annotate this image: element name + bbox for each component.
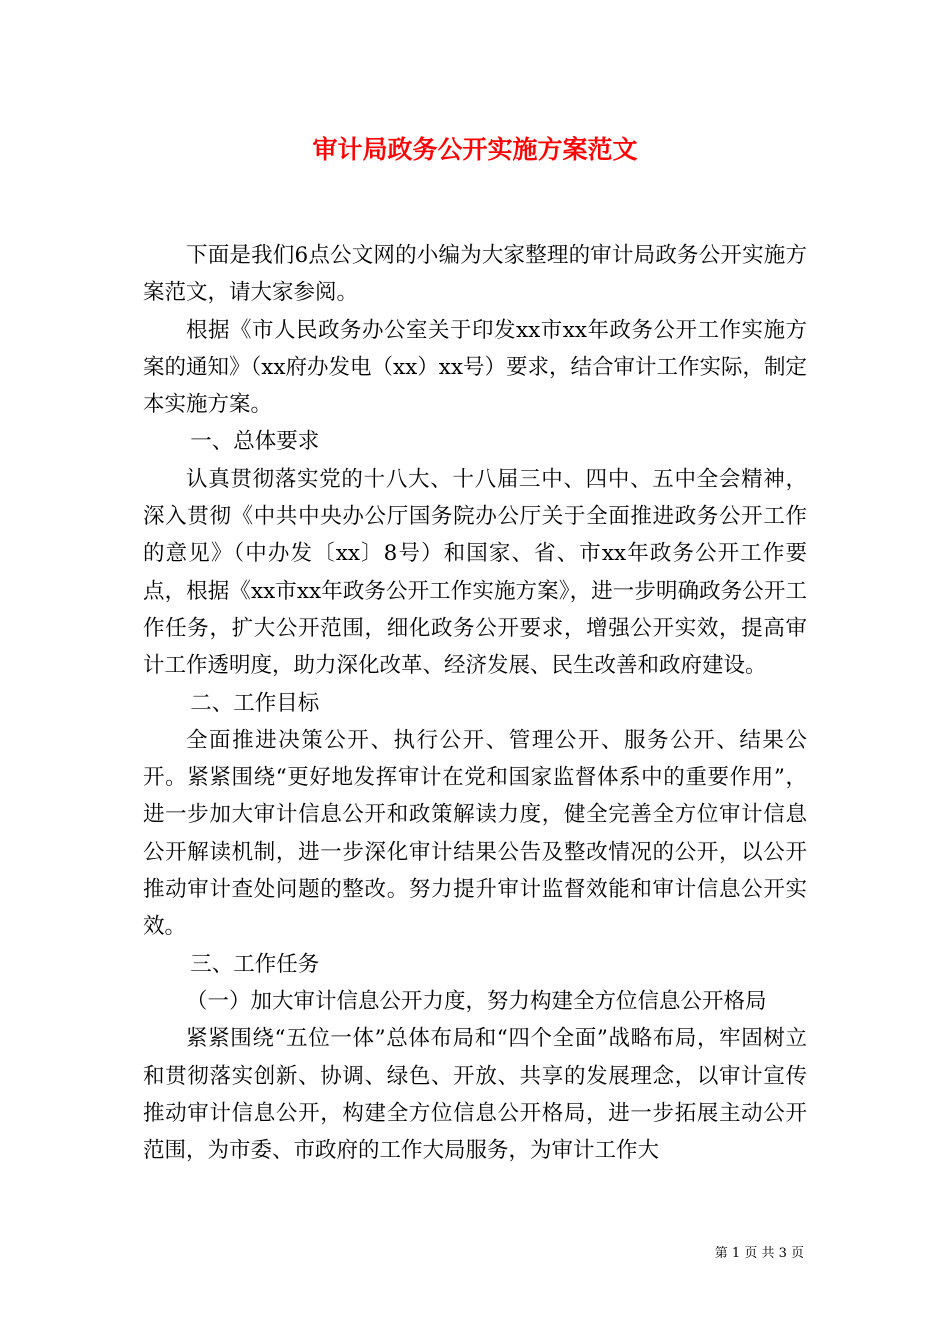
page-number: 第 1 页 共 3 页 (714, 1246, 804, 1261)
document-body (143, 237, 807, 1169)
section-heading-work-goals: 二、工作目标 (190, 690, 320, 716)
subsection-heading-1: （一）加大审计信息公开力度，努力构建全方位信息公开格局 (186, 988, 767, 1014)
basis-paragraph: 根据《市人民政务办公室关于印发xx市xx年政务公开工作实施方案的通知》（xx府办发电（xx）xx号）要求，结合审计工作实际，制定本实施方案。 (143, 317, 808, 418)
work-tasks-paragraph: 紧紧围绕“五位一体”总体布局和“四个全面”战略布局，牢固树立和贯彻落实创新、协调、绿色、开放、共享的发展理念，以审计宣传推动审计信息公开，构建全方位信息公开格局，进一步拓展主动公开范围，为市委、市政府的工作大局服务，为审计工作大 (143, 1026, 807, 1164)
section-heading-general-requirements: 一、总体要求 (190, 429, 320, 455)
section-heading-work-tasks: 三、工作任务 (190, 951, 320, 977)
work-goals-paragraph: 全面推进决策公开、执行公开、管理公开、服务公开、结果公开。紧紧围绕“更好地发挥审计在党和国家监督体系中的重要作用”，进一步加大审计信息公开和政策解读力度，健全完善全方位审计信息公开解读机制，进一步深化审计结果公告及整改情况的公开，以公开推动审计查处问题的整改。努力提升审计监督效能和审计信息公开实效。 (143, 727, 807, 940)
intro-paragraph: 下面是我们6点公文网的小编为大家整理的审计局政务公开实施方案范文，请大家参阅。 (143, 243, 807, 306)
document-title: 审计局政务公开实施方案范文 (312, 135, 638, 164)
general-requirements-paragraph: 认真贯彻落实党的十八大、十八届三中、四中、五中全会精神，深入贯彻《中共中央办公厅国务院办公厅关于全面推进政务公开工作的意见》（中办发〔xx〕8号）和国家、省、市xx年政务公开工作要点，根据《xx市xx年政务公开工作实施方案》，进一步明确政务公开工作任务，扩大公开范围，细化政务公开要求，增强公开实效，提高审计工作透明度，助力深化改革、经济发展、民生改善和政府建设。 (143, 466, 807, 679)
